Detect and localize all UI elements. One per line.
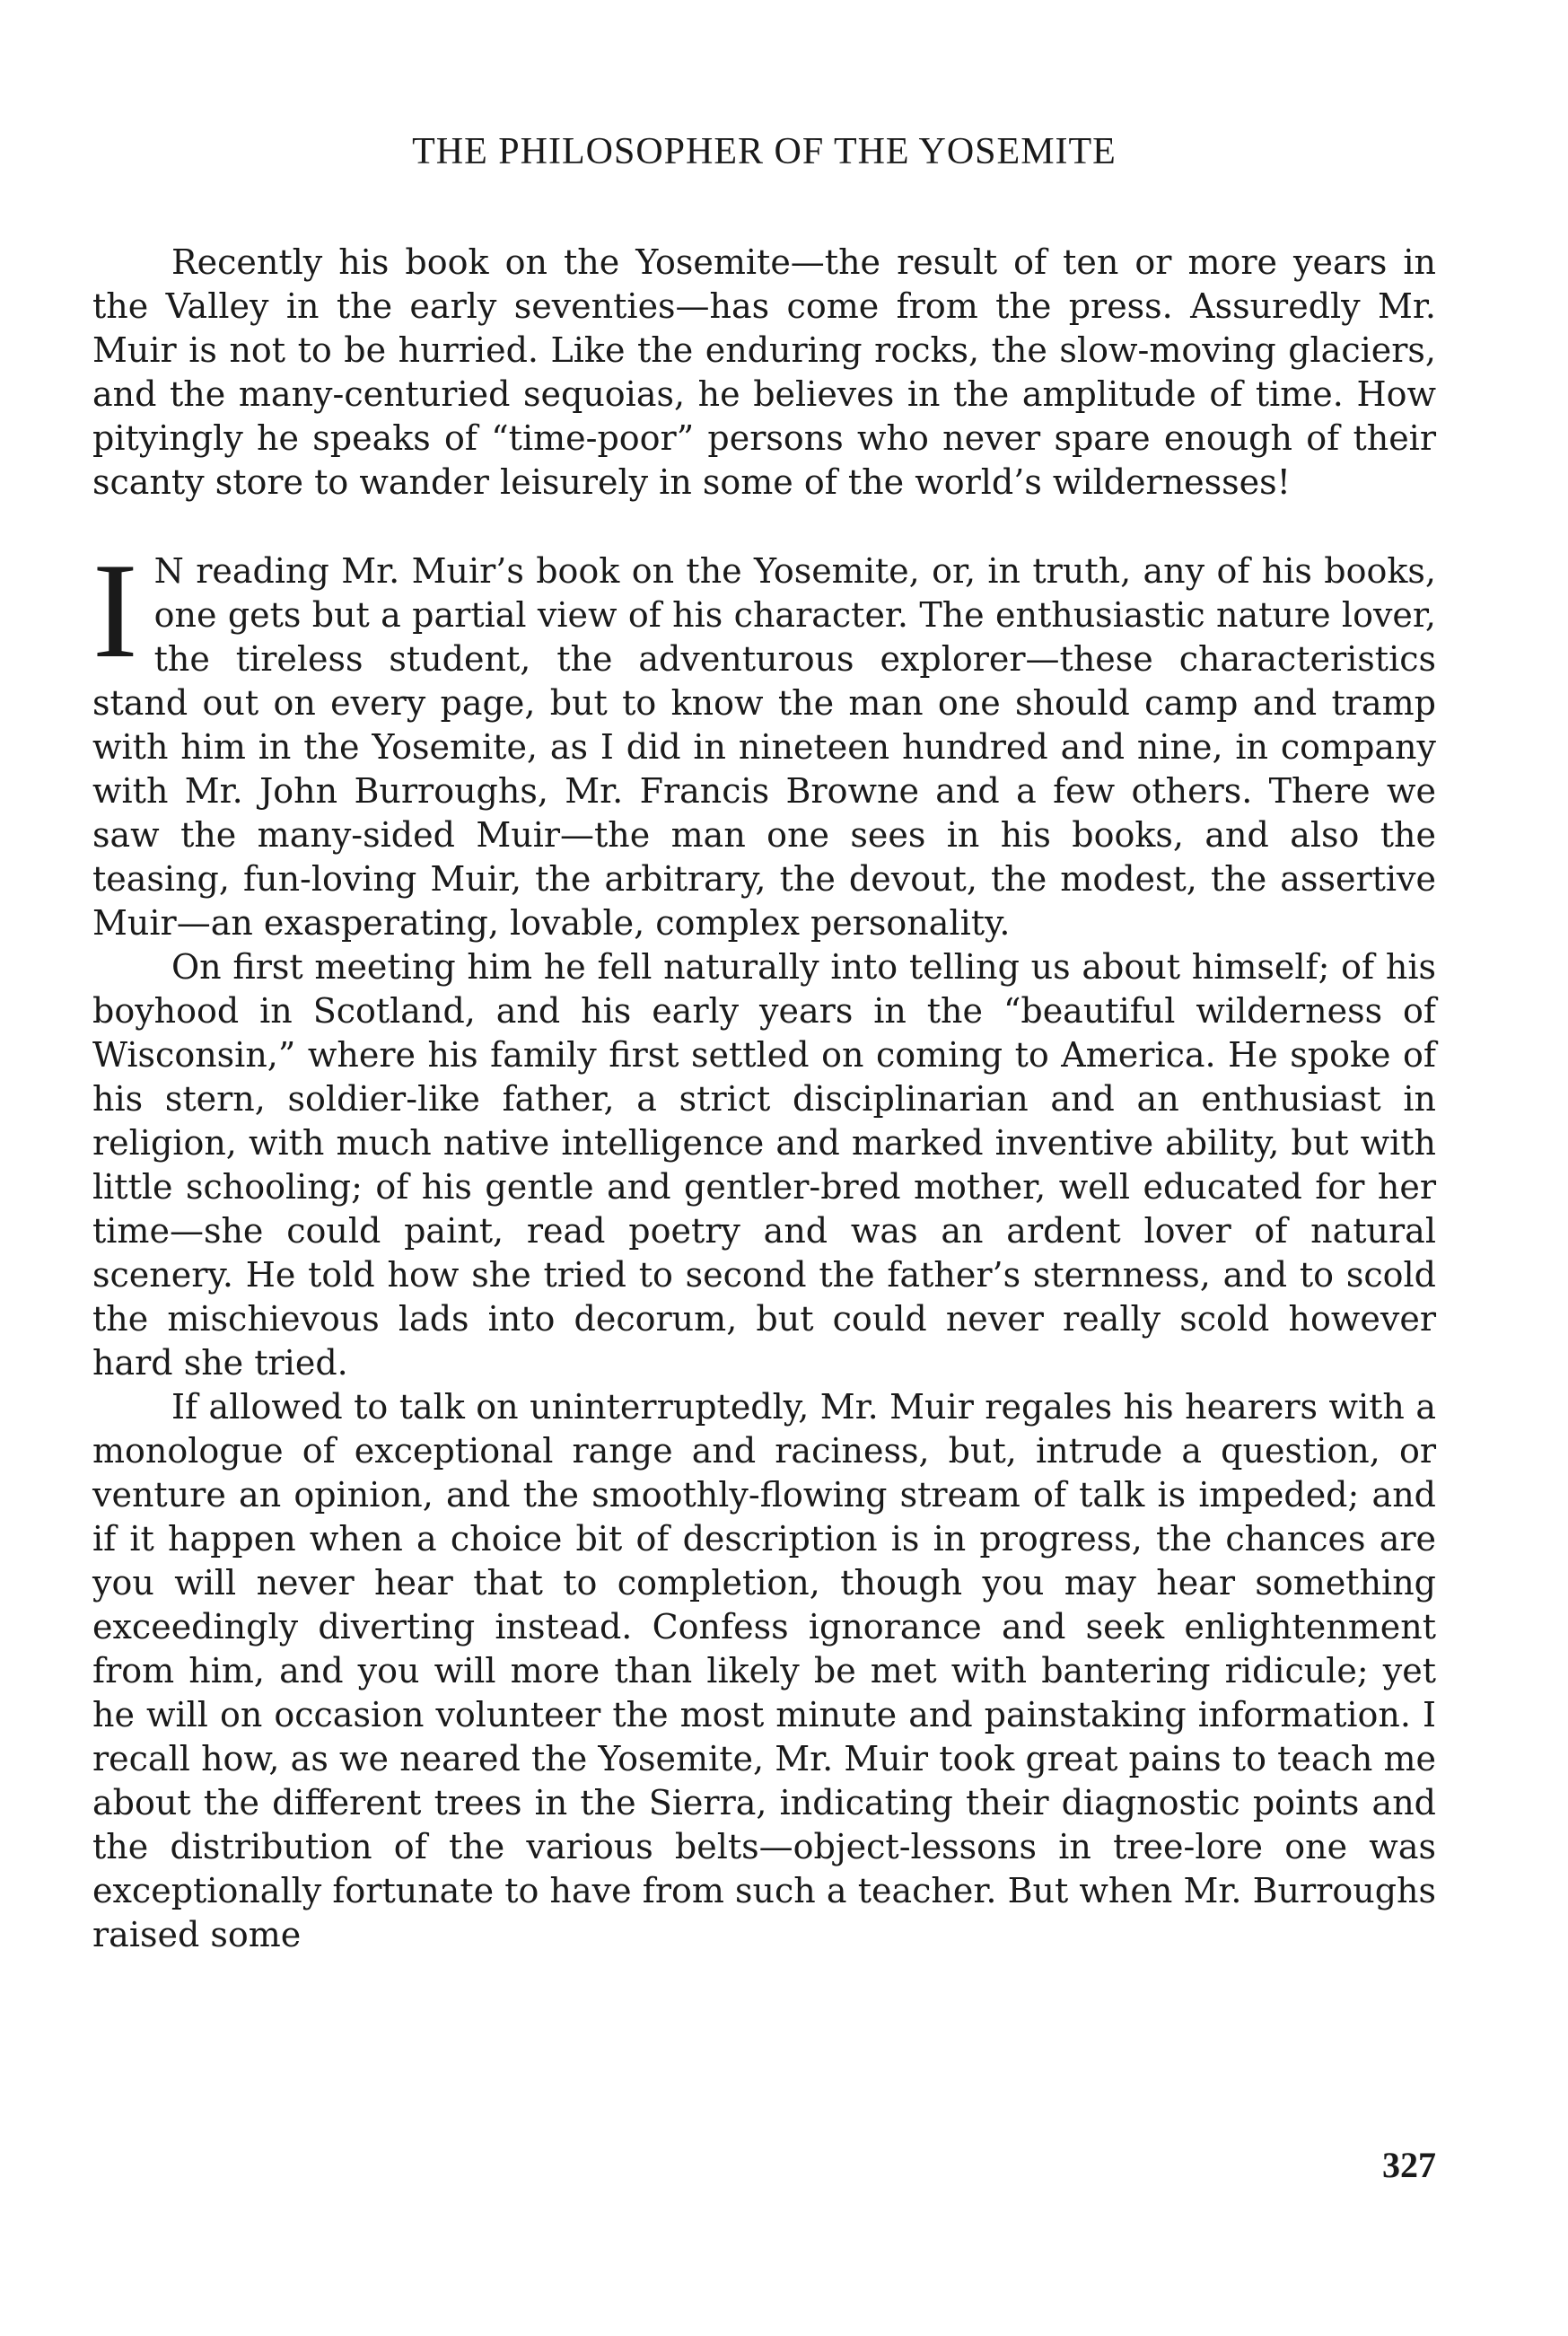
page-number: 327	[1382, 2145, 1436, 2185]
running-title: THE PHILOSOPHER OF THE YOSEMITE	[412, 131, 1117, 172]
section-opening-paragraph	[92, 535, 1436, 945]
monologue-paragraph: If allowed to talk on uninterruptedly, Mr. Muir regales his hearers with a monologue of exceptional range and raciness, but, intrude a question, or venture an opinion, and the smoothly-flowing stream of talk is impeded; and if it happen when a choice bit of description is in progress, the chances are you will never hear that to completion, though you may hear something exceedingly diverting instead. Confess ignorance and seek enlightenment from him, and you will more than likely be met with bantering ridicule; yet he will on occasion volunteer the most minute and painstaking information. I recall how, as we neared the Yosemite, Mr. Muir took great pains to teach me about the different trees in the Sierra, indicating their diagnostic points and the distribution of the various belts—object-lessons in tree-lore one was exceptionally fortunate to have from such a teacher. But when Mr. Burroughs raised some	[92, 1387, 1436, 1954]
book-page	[92, 133, 1436, 2323]
boyhood-paragraph: On first meeting him he fell naturally into telling us about himself; of his boyhood in Scotland, and his early years in the “beautiful wilderness of Wisconsin,” where his family first settled on coming to America. He spoke of his stern, soldier-like father, a strict disciplinarian and an enthusiast in religion, with much native intelligence and marked inventive ability, but with little schooling; of his gentle and gentler-bred mother, well educated for her time—she could paint, read poetry and was an ardent lover of natural scenery. He told how she tried to second the father’s sternness, and to scold the mischievous lads into decorum, but could never really scold however hard she tried.	[92, 947, 1436, 1383]
drop-cap-letter: I	[92, 535, 138, 686]
lead-paragraph: Recently his book on the Yosemite—the result of ten or more years in the Valley in the early seventies—has come from the press. Assuredly Mr. Muir is not to be hurried. Like the enduring rocks, the slow-moving glaciers, and the many-centuried sequoias, he believes in the amplitude of time. How pityingly he speaks of “time-poor” persons who never spare enough of their scanty store to wander leisurely in some of the world’s wildernesses!	[92, 242, 1436, 502]
section-opening-text: N reading Mr. Muir’s book on the Yosemite, or, in truth, any of his books, one gets but a partial view of his character. The enthusiastic nature lover, the tireless student, the adventurous explorer—these characteristics stand out on every page, but to know the man one should camp and tramp with him in the Yosemite, as I did in nineteen hundred and nine, in company with Mr. John Burroughs, Mr. Francis Browne and a few others. There we saw the many-sided Muir—the man one sees in his books, and also the teasing, fun-loving Muir, the arbitrary, the devout, the modest, the assertive Muir—an exasperating, lovable, complex personality.	[92, 551, 1436, 943]
